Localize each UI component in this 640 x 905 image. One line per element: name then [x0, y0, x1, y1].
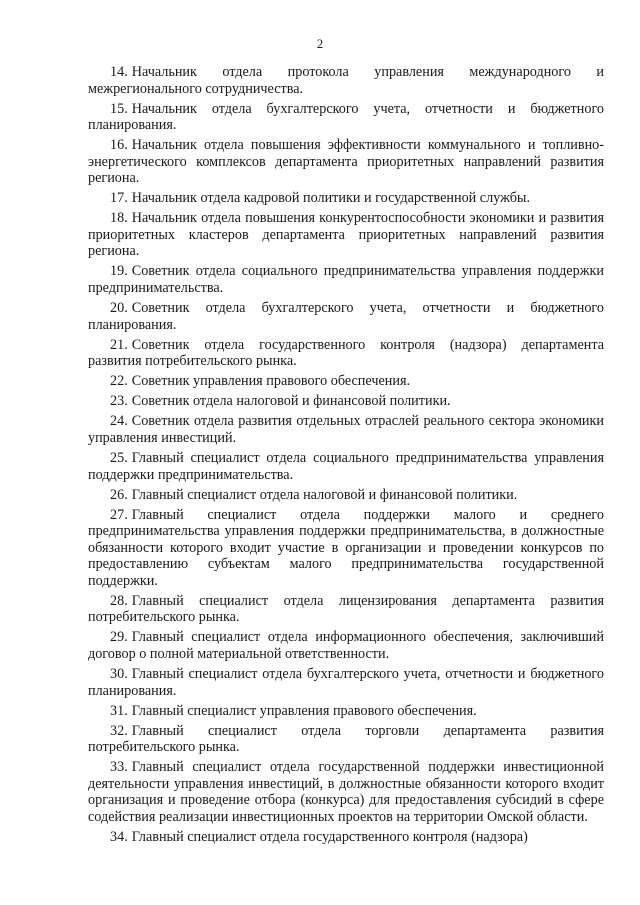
list-item — [88, 393, 604, 410]
item-text: Начальник отдела повышения конкурентоспособности экономики и развития приоритетных кластеров департамента приоритетных направлений развития региона. — [88, 210, 604, 260]
list-item — [88, 300, 604, 333]
item-number: 32. — [110, 722, 128, 739]
item-text: Главный специалист отдела бухгалтерского учета, отчетности и бюджетного планирования. — [88, 666, 604, 699]
list-item — [88, 703, 604, 720]
page-number: 2 — [316, 36, 324, 51]
list-item — [88, 593, 604, 626]
item-text: Главный специалист отдела налоговой и финансовой политики. — [131, 486, 518, 503]
item-number: 17. — [110, 190, 128, 207]
item-number: 24. — [110, 413, 128, 430]
item-text: Главный специалист управления правового обеспечения. — [131, 702, 477, 719]
item-number: 27. — [110, 506, 128, 523]
item-number: 16. — [110, 137, 128, 154]
item-text: Начальник отдела кадровой политики и государственной службы. — [131, 190, 531, 207]
item-text: Начальник отдела бухгалтерского учета, отчетности и бюджетного планирования. — [88, 100, 604, 134]
list-item — [88, 666, 604, 699]
item-text: Главный специалист отдела информационного обеспечения, заключивший договор о полной материальной ответственности. — [88, 629, 604, 662]
item-text: Советник отдела развития отдельных отраслей реального сектора экономики управления инвестиций. — [88, 413, 604, 446]
item-number: 31. — [110, 702, 128, 719]
item-text: Начальник отдела протокола управления международного и межрегионального сотрудничества. — [88, 64, 604, 97]
item-number: 21. — [110, 336, 128, 353]
item-number: 19. — [110, 263, 128, 280]
item-text: Главный специалист отдела государственной поддержки инвестиционной деятельности управления инвестиций, в должностные обязанности которого входит организация и проведение отбора (конкурса) для предоставления субсидий в сфере содействия реализации инвестиционных проектов на территории Омской области. — [88, 759, 604, 825]
list-item — [88, 629, 604, 662]
item-number: 28. — [110, 592, 128, 609]
list-item — [88, 723, 604, 756]
list-item — [88, 337, 604, 370]
list-item — [88, 210, 604, 260]
list-item — [88, 190, 604, 207]
item-text: Главный специалист отдела поддержки малого и среднего предпринимательства управления поддержки предпринимательства, в должностные обязанности которого входит участие в организации и проведении конкурсов по предоставлению субъектам малого предпринимательства государственной поддержки. — [88, 506, 604, 589]
item-number: 33. — [110, 759, 128, 776]
item-number: 22. — [110, 373, 128, 390]
item-number: 15. — [110, 100, 128, 117]
list-item — [88, 413, 604, 446]
item-text: Советник управления правового обеспечения. — [131, 373, 411, 390]
item-number: 30. — [110, 666, 128, 682]
list-item — [88, 263, 604, 296]
item-text: Советник отдела налоговой и финансовой политики. — [131, 393, 451, 410]
item-number: 20. — [110, 300, 128, 317]
list-item — [88, 487, 604, 504]
list-item — [88, 101, 604, 134]
item-text: Главный специалист отдела торговли департамента развития потребительского рынка. — [88, 722, 604, 756]
item-number: 26. — [110, 486, 128, 503]
list-item — [88, 64, 604, 97]
item-text: Начальник отдела повышения эффективности коммунального и топливно-энергетического комплексов департамента приоритетных направлений развития региона. — [88, 137, 604, 187]
item-number: 25. — [110, 450, 128, 467]
list-item — [88, 137, 604, 187]
item-text: Советник отдела бухгалтерского учета, отчетности и бюджетного планирования. — [88, 300, 604, 333]
item-number: 14. — [110, 64, 128, 80]
list-item — [88, 450, 604, 483]
item-number: 34. — [110, 828, 128, 845]
item-text: Советник отдела государственного контроля (надзора) департамента развития потребительского рынка. — [88, 336, 604, 370]
list-item — [88, 507, 604, 590]
item-number: 29. — [110, 629, 128, 646]
item-text: Советник отдела социального предпринимательства управления поддержки предпринимательства. — [88, 263, 604, 296]
item-number: 18. — [110, 210, 128, 227]
list-item — [88, 829, 604, 846]
item-text: Главный специалист отдела государственного контроля (надзора) — [131, 828, 528, 845]
item-number: 23. — [110, 393, 128, 410]
list-item — [88, 759, 604, 825]
document-body — [88, 64, 604, 849]
item-text: Главный специалист отдела лицензирования департамента развития потребительского рынка. — [88, 592, 604, 626]
item-text: Главный специалист отдела социального предпринимательства управления поддержки предпринимательства. — [88, 450, 604, 483]
list-item — [88, 373, 604, 390]
